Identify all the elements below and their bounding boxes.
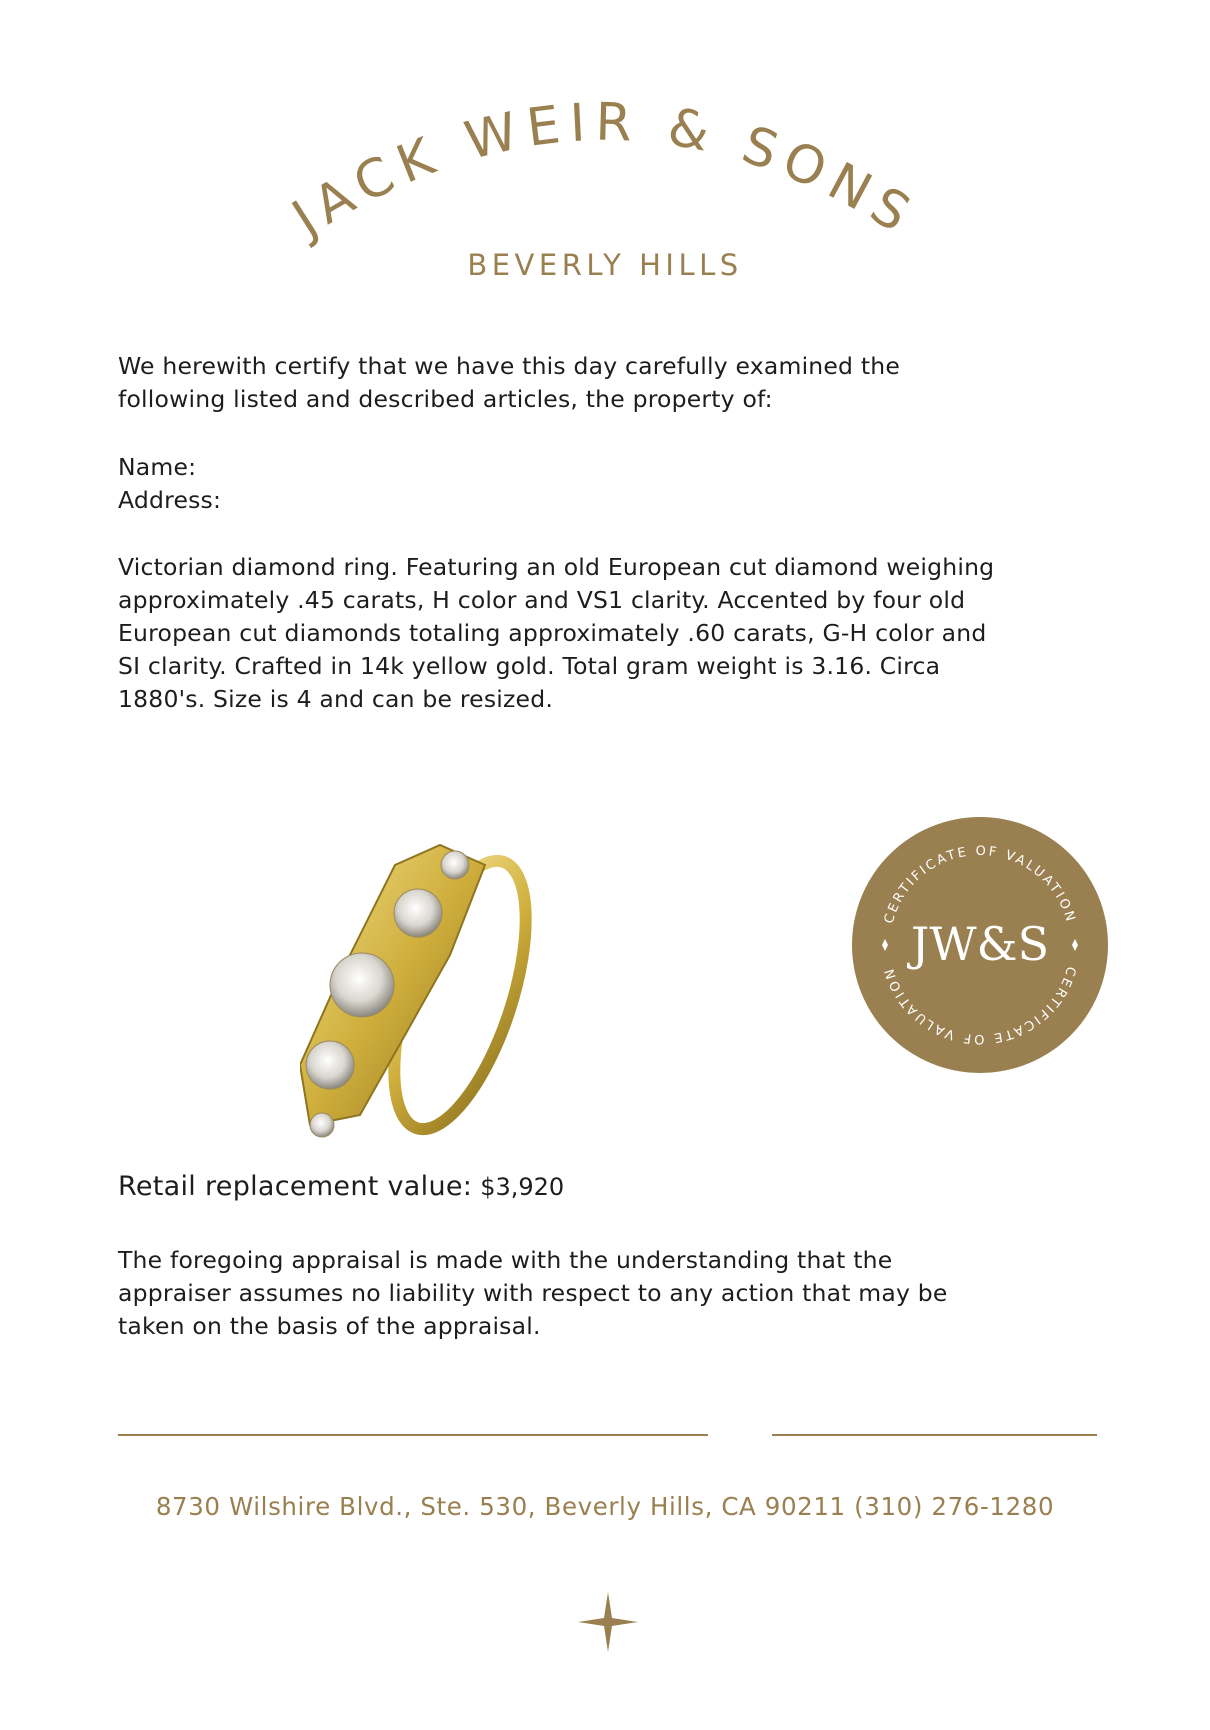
brand-name: JACK WEIR & SONS	[282, 92, 928, 249]
disclaimer-line: The foregoing appraisal is made with the understanding that the	[118, 1246, 893, 1274]
description-line: European cut diamonds totaling approximately .60 carats, G-H color and	[118, 619, 987, 647]
disclaimer-line: appraiser assumes no liability with respect to any action that may be	[118, 1279, 948, 1307]
date-line	[772, 1434, 1097, 1436]
item-description	[118, 551, 1103, 716]
footer-address: 8730 Wilshire Blvd., Ste. 530, Beverly Hills, CA 90211 (310) 276-1280	[155, 1492, 1055, 1521]
retail-value-amount: $3,920	[480, 1173, 565, 1201]
name-label: Name:	[118, 453, 197, 481]
disclaimer-line: taken on the basis of the appraisal.	[118, 1312, 541, 1340]
retail-value	[118, 1171, 564, 1202]
brand-location: BEVERLY HILLS	[467, 248, 743, 282]
appraisal-disclaimer	[118, 1244, 1103, 1343]
svg-text:JACK WEIR & SONS	[280, 93, 927, 251]
seal-text-bottom: CERTIFICATE OF VALUATION	[881, 964, 1079, 1047]
diamond-ring-image	[300, 835, 560, 1155]
certification-intro	[118, 350, 1103, 416]
seal-text-top: CERTIFICATE OF VALUATION	[881, 843, 1079, 926]
certificate-seal	[850, 815, 1110, 1075]
seal-monogram: JW&S	[910, 917, 1050, 971]
address-label: Address:	[118, 486, 222, 514]
description-line: 1880's. Size is 4 and can be resized.	[118, 685, 553, 713]
four-point-star-icon	[578, 1592, 638, 1652]
description-line: Victorian diamond ring. Featuring an old European cut diamond weighing	[118, 553, 995, 581]
description-line: SI clarity. Crafted in 14k yellow gold. Total gram weight is 3.16. Circa	[118, 652, 941, 680]
description-line: approximately .45 carats, H color and VS1 clarity. Accented by four old	[118, 586, 966, 614]
intro-line: following listed and described articles, the property of:	[118, 385, 773, 413]
retail-value-label: Retail replacement value:	[118, 1171, 473, 1202]
intro-line: We herewith certify that we have this day carefully examined the	[118, 352, 901, 380]
signature-line	[118, 1434, 708, 1436]
